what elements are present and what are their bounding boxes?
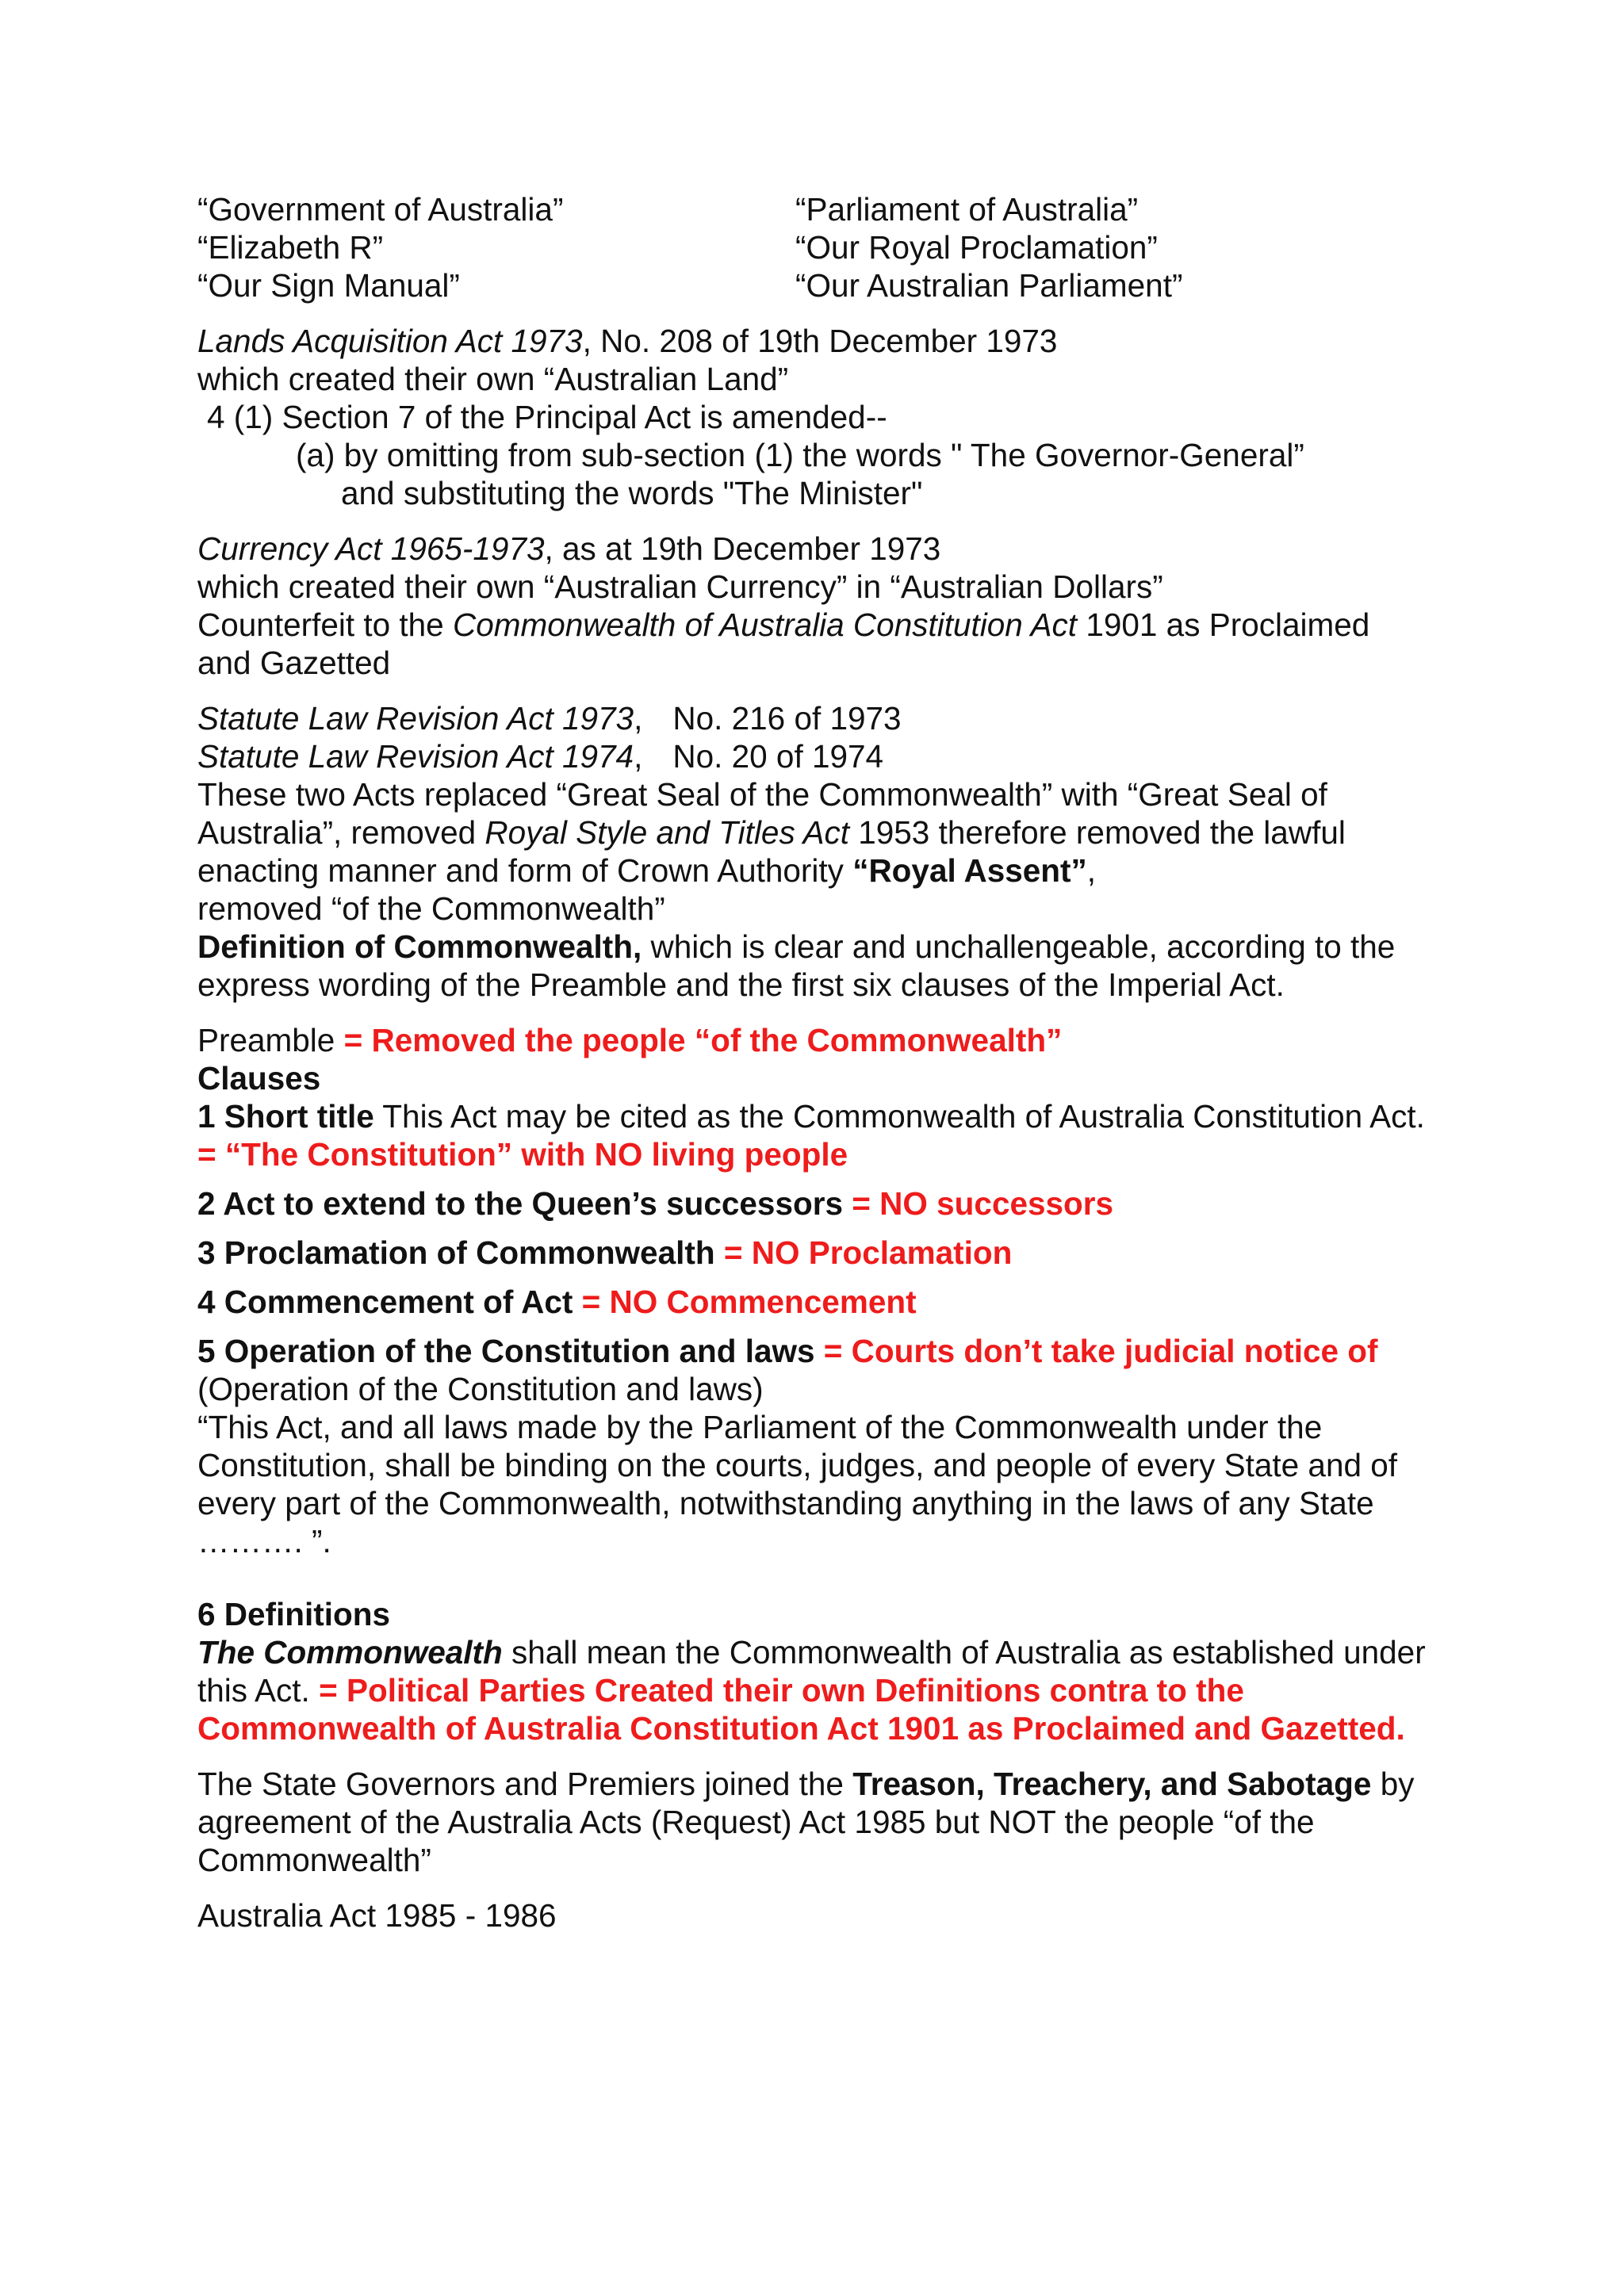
lands-acquisition-section [197,322,1434,512]
clause-1: 1 Short title This Act may be cited as the Commonwealth of Australia Constitution Act. = “The Constitution” with NO living people [197,1098,1425,1173]
names-block [197,190,1434,304]
lands-line: 4 (1) Section 7 of the Principal Act is amended-- [207,399,887,435]
clause-6: The Commonwealth shall mean the Commonwealth of Australia as established under this Act. = Political Parties Created their own Definitions contra to the Commonwealth of Australia Constitution Act 1901 as Proclaimed and Gazetted. [197,1634,1426,1747]
preamble-line: Preamble = Removed the people “of the Commonwealth” [197,1022,1063,1058]
lands-line: (a) by omitting from sub-section (1) the words " The Governor-General” [296,437,1304,473]
statute-line: removed “of the Commonwealth” [197,890,665,927]
clause-3: 3 Proclamation of Commonwealth = NO Proclamation [197,1234,1013,1271]
statute-section [197,699,1434,1004]
statute-act-line: Statute Law Revision Act 1974, No. 20 of 1974 [197,738,884,775]
clause-5-quote: “This Act, and all laws made by the Parliament of the Commonwealth under the Constitution, shall be binding on the courts, judges, and people of every State and of every part of the Commonwealth, notwithstanding anything in the laws of any State ………. ”. [197,1409,1398,1559]
clause-4: 4 Commencement of Act = NO Commencement [197,1284,917,1320]
currency-section [197,530,1434,682]
clauses-section [197,1021,1434,1747]
statute-act-line: Statute Law Revision Act 1973, No. 216 of 1973 [197,700,902,737]
lands-title: Lands Acquisition Act 1973, No. 208 of 19th December 1973 [197,323,1058,359]
lands-line: which created their own “Australian Land” [197,361,789,397]
name-item: “Parliament of Australia” [795,191,1139,228]
names-row [197,266,1434,304]
clauses-heading: Clauses [197,1060,321,1096]
name-item: “Our Sign Manual” [197,267,460,304]
name-item: “Government of Australia” [197,191,564,228]
currency-line: which created their own “Australian Currency” in “Australian Dollars” [197,568,1163,605]
name-item: “Our Royal Proclamation” [795,229,1158,266]
names-row [197,190,1434,228]
statute-paragraph: These two Acts replaced “Great Seal of the Commonwealth” with “Great Seal of Australia”, removed Royal Style and Titles Act 1953 therefore removed the lawful enacting manner and form of Crown Authority “Royal Assent”, [197,776,1346,889]
closing-line: Australia Act 1985 - 1986 [197,1897,557,1934]
clause-2: 2 Act to extend to the Queen’s successors = NO successors [197,1185,1114,1222]
name-item: “Elizabeth R” [197,229,384,266]
lands-line: and substituting the words "The Minister" [341,475,923,511]
closing-section [197,1765,1434,1934]
names-row [197,228,1434,266]
currency-line: and Gazetted [197,645,391,681]
document-page [197,190,1434,1934]
currency-title: Currency Act 1965-1973, as at 19th December 1973 [197,530,941,567]
definition-paragraph: Definition of Commonwealth, which is clear and unchallengeable, according to the express wording of the Preamble and the first six clauses of the Imperial Act. [197,928,1396,1003]
closing-paragraph: The State Governors and Premiers joined the Treason, Treachery, and Sabotage by agreement of the Australia Acts (Request) Act 1985 but NOT the people “of the Commonwealth” [197,1766,1415,1878]
clause-6-heading: 6 Definitions [197,1596,391,1632]
clause-5: 5 Operation of the Constitution and laws = Courts don’t take judicial notice of (Operation of the Constitution and laws) [197,1333,1378,1407]
name-item: “Our Australian Parliament” [795,267,1183,304]
currency-line: Counterfeit to the Commonwealth of Australia Constitution Act 1901 as Proclaimed [197,607,1370,643]
